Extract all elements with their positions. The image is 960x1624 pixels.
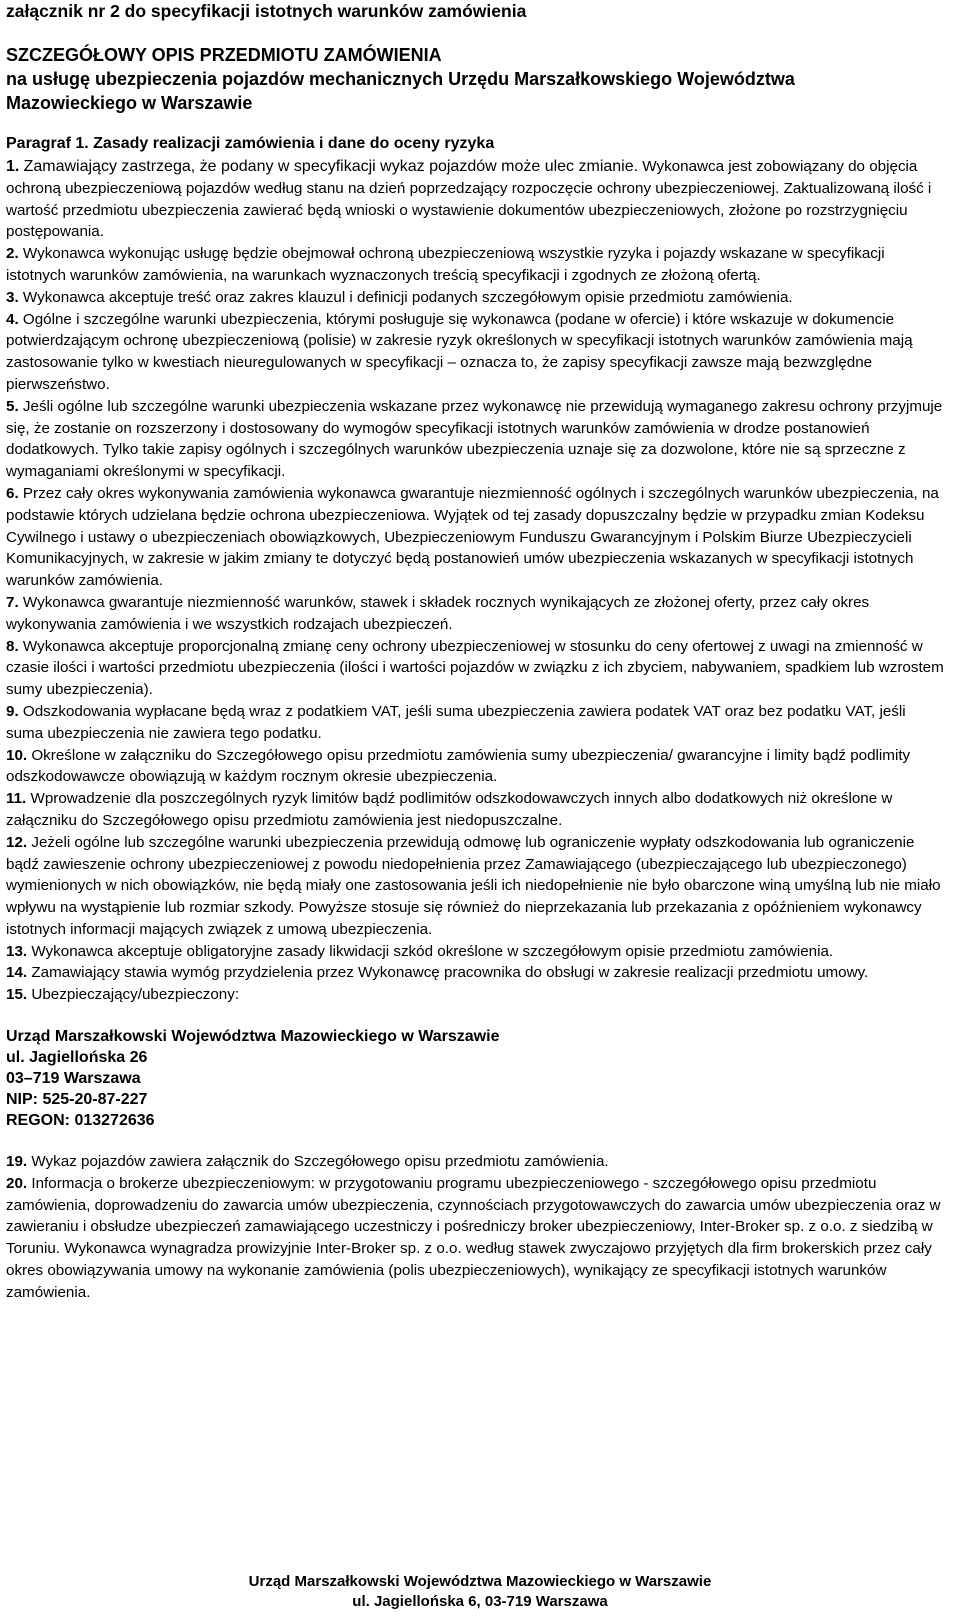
document-title [6, 43, 946, 115]
item-number: 13. [6, 942, 28, 960]
list-item [6, 1151, 946, 1173]
item-number: 6. [6, 484, 19, 502]
page-footer [0, 1572, 960, 1612]
item-number: 8. [6, 637, 19, 655]
title-line-2: na usługę ubezpieczenia pojazdów mechanicznych Urzędu Marszałkowskiego Województwa [6, 69, 795, 89]
item-number: 3. [6, 288, 19, 306]
item-number: 19. [6, 1153, 28, 1171]
list-item [6, 701, 946, 745]
item-text: Zamawiający zastrzega, że podany w specyfikacji wykaz pojazdów może ulec zmianie. [23, 158, 639, 175]
insured-street: ul. Jagiellońska 26 [6, 1049, 148, 1067]
document-page [6, 0, 946, 1304]
item-text-continued: Wykonawca jest zobowiązany do objęcia ochroną ubezpieczeniową pojazdów według stanu na dzień poprzedzający rozpoczęcie ochrony ubezpieczeniowej. Zaktualizowaną ilość i wartość przedmiotu ubezpieczenia zawierać będą wnioski o wystawienie dokumentów ubezpieczeniowych, złożone po rozstrzygnięciu postępowania. [6, 158, 932, 241]
item-text: Wprowadzenie dla poszczególnych ryzyk limitów bądź podlimitów odszkodowawczych innych albo dodatkowych niż określone w załączniku do Szczegółowego opisu przedmiotu zamówienia jest niedopuszczalne. [6, 790, 893, 829]
list-item [6, 287, 946, 309]
items-after-address [6, 1151, 946, 1304]
footer-line-1: Urząd Marszałkowski Województwa Mazowieckiego w Warszawie [248, 1573, 712, 1590]
item-text: Wykonawca akceptuje proporcjonalną zmianę ceny ochrony ubezpieczeniowej w stosunku do ceny ofertowej z uwagi na zmienność w czasie ilości i wartości przedmiotu ubezpieczenia (ilości i wartości pojazdów w związku z ich zbyciem, nabywaniem, spadkiem lub wzrostem sumy ubezpieczenia). [6, 637, 944, 699]
title-line-1: SZCZEGÓŁOWY OPIS PRZEDMIOTU ZAMÓWIENIA [6, 45, 442, 65]
item-text: Informacja o brokerze ubezpieczeniowym: w przygotowaniu programu ubezpieczeniowego - szczegółowego opisu przedmiotu zamówienia, doprowadzeniu do zawarcia umów ubezpieczenia, czynnościach przygotowawczych do zawarcia umów ubezpieczenia oraz w zawieraniu i obsłudze ubezpieczeń zamawiającego uczestniczy i pośredniczy broker ubezpieczeniowy, Inter-Broker sp. z o.o. z siedzibą w Toruniu. Wykonawca wynagradza prowizyjnie Inter-Broker sp. z o.o. według stawek zwyczajowo przyjętych dla firm brokerskich przez cały okres obowiązywania umowy na wykonanie zamówienia (polis ubezpieczeniowych), wynikający ze specyfikacji istotnych warunków zamówienia. [6, 1174, 941, 1301]
paragraph-heading: Paragraf 1. Zasady realizacji zamówienia i dane do oceny ryzyka [6, 135, 495, 152]
item-number: 5. [6, 397, 19, 415]
item-text: Określone w załączniku do Szczegółowego opisu przedmiotu zamówienia sumy ubezpieczenia/ gwarancyjne i limity bądź podlimity odszkodowawcze obowiązują w każdym rocznym okresie ubezpieczenia. [6, 746, 911, 786]
list-item [6, 243, 946, 287]
item-text: Przez cały okres wykonywania zamówienia wykonawca gwarantuje niezmienność ogólnych i szczególnych warunków ubezpieczenia, na podstawie których udzielana będzie ochrona ubezpieczeniowa. Wyjątek od tej zasady dopuszczalny będzie w przypadku zmian Kodeksu Cywilnego i ustawy o ubezpieczeniach obowiązkowych, Ubezpieczeniowym Funduszu Gwarancyjnym i Polskim Biurze Ubezpieczycieli Komunikacyjnych, w zakresie w jakim zmiany te dotyczyć będą postanowień umów ubezpieczenia wskazanych w specyfikacji istotnych warunków zamówienia. [6, 484, 939, 590]
list-item [6, 156, 946, 243]
item-text: Odszkodowania wypłacane będą wraz z podatkiem VAT, jeśli suma ubezpieczenia zawiera podatek VAT oraz bez podatku VAT, jeśli suma ubezpieczenia nie zawiera tego podatku. [6, 702, 906, 742]
item-text: Wykonawca gwarantuje niezmienność warunków, stawek i składek rocznych wynikających ze złożonej oferty, przez cały okres wykonywania zamówienia i we wszystkich rodzajach ubezpieczeń. [6, 593, 870, 633]
list-item [6, 962, 946, 984]
item-text: Ogólne i szczególne warunki ubezpieczenia, którymi posługuje się wykonawca (podane w ofercie) i które wskazuje w dokumencie potwierdzającym ochronę ubezpieczeniową (polisie) w zakresie ryzyk określonych w specyfikacji istotnych warunków zamówienia mają zastosowanie tylko w kwestiach nieuregulowanych w specyfikacji – oznacza to, że zapisy specyfikacji zawsze mają bezwzględne pierwszeństwo. [6, 310, 913, 393]
list-item [6, 788, 946, 832]
list-item [6, 309, 946, 396]
item-number: 10. [6, 746, 28, 764]
item-number: 1. [6, 158, 20, 175]
attachment-title: załącznik nr 2 do specyfikacji istotnych warunków zamówienia [6, 1, 527, 21]
item-text: Wykonawca wykonując usługę będzie obejmował ochroną ubezpieczeniową wszystkie ryzyka i pojazdy wskazane w specyfikacji istotnych warunków zamówienia, na warunkach wyznaczonych treścią specyfikacji i zgodnych ze złożoną ofertą. [6, 245, 885, 284]
list-item [6, 745, 946, 789]
item-number: 20. [6, 1174, 28, 1192]
insured-address-block [6, 1026, 946, 1131]
item-number: 9. [6, 702, 19, 720]
item-text: Jeżeli ogólne lub szczególne warunki ubezpieczenia przewidują odmowę lub ograniczenie wypłaty odszkodowania lub ograniczenie bądź zawieszenie ochrony ubezpieczeniowej z powodu niedopełnienia przez Zamawiającego (ubezpieczającego lub ubezpieczonego) wymienionych w nich obowiązków, nie będą miały one zastosowania jeśli ich niedopełnienie nie było obarczone winą umyślną lub nie miało wpływu na wystąpienie lub rozmiar szkody. Powyższe stosuje się również do nieprzekazania lub przekazania z opóźnieniem wykonawcy istotnych informacji mających związek z umową ubezpieczenia. [6, 833, 941, 938]
item-number: 15. [6, 986, 28, 1004]
item-text: Wykaz pojazdów zawiera załącznik do Szczegółowego opisu przedmiotu zamówienia. [31, 1153, 609, 1171]
insured-name: Urząd Marszałkowski Województwa Mazowieckiego w Warszawie [6, 1028, 500, 1046]
list-item [6, 1173, 946, 1304]
list-item [6, 396, 946, 483]
item-number: 11. [6, 790, 27, 808]
title-line-3: Mazowieckiego w Warszawie [6, 93, 253, 113]
list-item [6, 592, 946, 636]
item-text: Jeśli ogólne lub szczególne warunki ubezpieczenia wskazane przez wykonawcę nie przewidują wymaganego zakresu ochrony przyjmuje się, że zostanie on rozszerzony i dostosowany do wymogów specyfikacji istotnych warunków zamówienia w drodze postanowień dodatkowych. Tylko takie zapisy ogólnych i szczególnych warunków ubezpieczenia uznaje się za dozwolone, które nie są sprzeczne z wymaganiami określonymi w specyfikacji. [6, 397, 943, 481]
list-item [6, 941, 946, 963]
list-item [6, 984, 946, 1006]
item-number: 12. [6, 833, 28, 851]
item-number: 14. [6, 964, 28, 982]
list-item [6, 636, 946, 701]
footer-line-2: ul. Jagiellońska 6, 03-719 Warszawa [352, 1593, 608, 1610]
item-number: 2. [6, 245, 19, 263]
item-number: 7. [6, 593, 19, 611]
insured-city: 03–719 Warszawa [6, 1070, 141, 1088]
insured-nip: NIP: 525-20-87-227 [6, 1091, 148, 1109]
item-text: Zamawiający stawia wymóg przydzielenia przez Wykonawcę pracownika do obsługi w zakresie realizacji przedmiotu umowy. [31, 964, 869, 982]
item-text: Ubezpieczający/ubezpieczony: [31, 986, 240, 1004]
list-item [6, 483, 946, 592]
item-text: Wykonawca akceptuje treść oraz zakres klauzul i definicji podanych szczegółowym opisie przedmiotu zamówienia. [22, 288, 793, 306]
item-number: 4. [6, 310, 19, 328]
insured-regon: REGON: 013272636 [6, 1112, 155, 1130]
item-text: Wykonawca akceptuje obligatoryjne zasady likwidacji szkód określone w szczegółowym opisie przedmiotu zamówienia. [31, 942, 834, 960]
list-item [6, 832, 946, 941]
